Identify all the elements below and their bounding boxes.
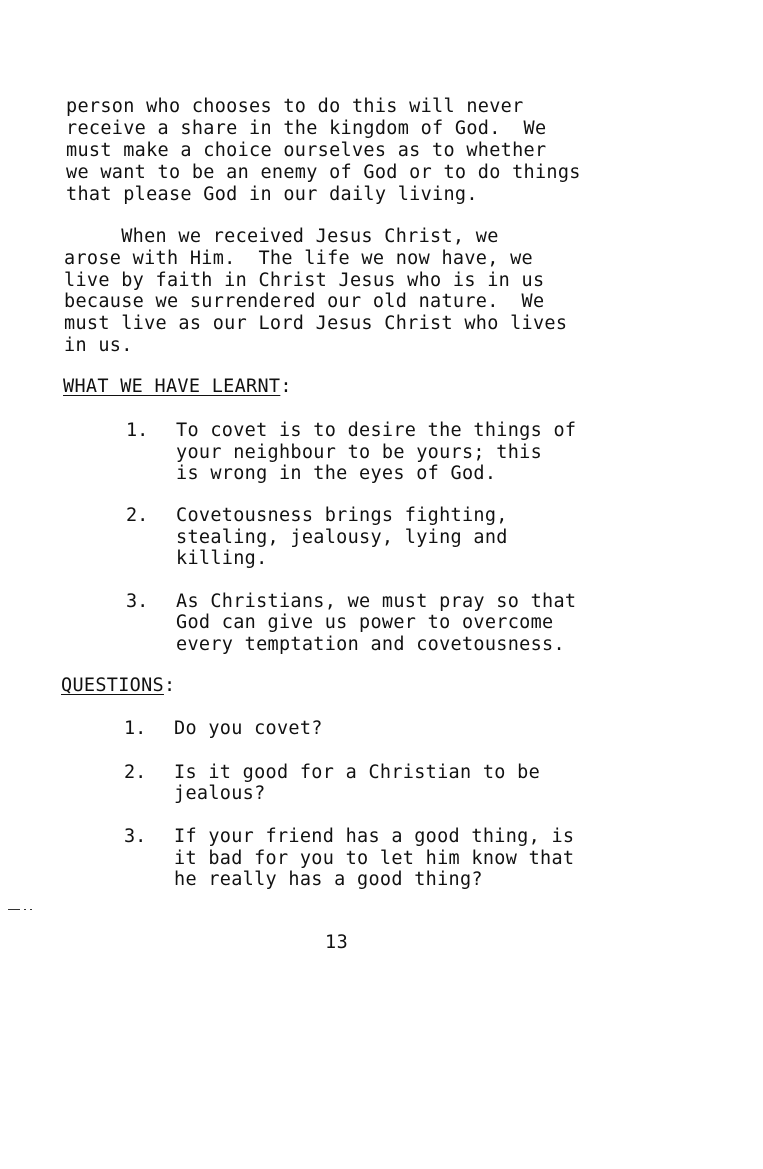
questions-heading-colon: : <box>163 675 176 696</box>
question-item-line: it bad for you to let him know that <box>174 848 575 869</box>
learnt-item-line: killing. <box>176 548 268 569</box>
learnt-item-number: 3. <box>126 591 149 612</box>
learnt-item-line: As Christians, we must pray so that <box>176 591 577 612</box>
question-item-number: 2. <box>124 762 147 783</box>
scan-mark <box>8 909 20 910</box>
learnt-heading-colon: : <box>280 376 292 397</box>
paragraph-2-line: When we received Jesus Christ, we <box>64 226 499 247</box>
paragraph-1-line: person who chooses to do this will never <box>66 96 524 117</box>
paragraph-1-line: we want to be an enemy of God or to do things <box>66 162 581 183</box>
paragraph-1-line: receive a share in the kingdom of God. We <box>66 118 547 139</box>
scan-mark <box>30 909 32 910</box>
paragraph-2-line: live by faith in Christ Jesus who is in us <box>64 270 545 291</box>
questions-heading-text: QUESTIONS <box>61 675 164 696</box>
learnt-item-line: is wrong in the eyes of God. <box>176 463 497 484</box>
question-item-line: Is it good for a Christian to be <box>174 762 541 783</box>
question-item-line: he really has a good thing? <box>174 869 483 890</box>
paragraph-2-line: arose with Him. The life we now have, we <box>64 248 533 269</box>
learnt-item-number: 2. <box>126 505 149 526</box>
learnt-item-number: 1. <box>126 420 149 441</box>
question-item-number: 3. <box>124 826 147 847</box>
page-number: 13 <box>325 932 349 953</box>
learnt-heading <box>63 376 292 398</box>
paragraph-2-line: must live as our Lord Jesus Christ who lives <box>64 313 568 334</box>
paragraph-2-line: because we surrendered our old nature. We <box>64 291 545 312</box>
learnt-item-line: stealing, jealousy, lying and <box>176 527 508 548</box>
learnt-item-line: your neighbour to be yours; this <box>176 442 543 463</box>
question-item-line: If your friend has a good thing, is <box>174 826 575 847</box>
paragraph-1-line: must make a choice ourselves as to whether <box>66 140 547 161</box>
paragraph-2-line: in us. <box>64 335 133 356</box>
learnt-item-line: To covet is to desire the things of <box>176 420 577 441</box>
question-item-number: 1. <box>124 718 147 739</box>
question-item-line: jealous? <box>174 783 266 804</box>
question-item-line: Do you covet? <box>174 718 323 739</box>
paragraph-1-line: that please God in our daily living. <box>66 184 478 205</box>
learnt-item-line: every temptation and covetousness. <box>176 634 565 655</box>
questions-heading <box>61 675 175 697</box>
scan-mark <box>24 909 26 910</box>
learnt-item-line: God can give us power to overcome <box>176 612 554 633</box>
learnt-item-line: Covetousness brings fighting, <box>176 505 508 526</box>
learnt-heading-text: WHAT WE HAVE LEARNT <box>63 376 281 397</box>
